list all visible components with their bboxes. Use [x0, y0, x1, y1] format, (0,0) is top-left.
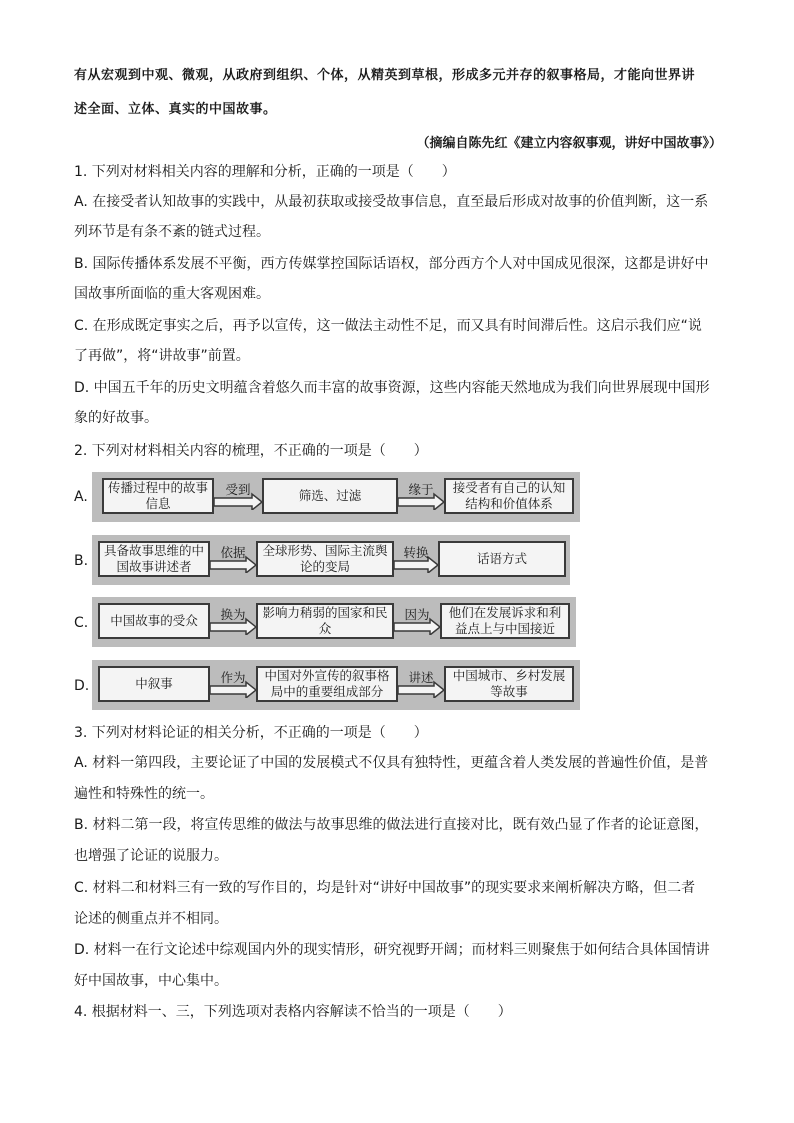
q3-option-a-line2: 遍性和特殊性的统一。 — [74, 786, 214, 802]
intro-line-2: 述全面、立体、真实的中国故事。 — [74, 102, 277, 117]
flow-b-arrow-1-label: 依据 — [220, 545, 246, 560]
q2-option-a-flowchart — [92, 472, 580, 522]
q2-option-c-flowchart — [92, 597, 576, 647]
flow-c-arrow-2 — [394, 607, 440, 635]
flow-d-arrow-2 — [398, 670, 444, 698]
q1-option-c-line1: C. 在形成既定事实之后，再予以宣传，这一做法主动性不足，而又具有时间滞后性。这启示我们应“说 — [74, 318, 702, 334]
q2-option-c-letter: C. — [74, 615, 89, 631]
q2-option-a-letter: A. — [74, 489, 88, 505]
q4-stem: 4. 根据材料一、三，下列选项对表格内容解读不恰当的一项是（ ） — [74, 1004, 512, 1020]
flow-d-arrow-2-label: 讲述 — [408, 670, 434, 685]
q2-stem: 2. 下列对材料相关内容的梳理，不正确的一项是（ ） — [74, 443, 428, 459]
flow-a-arrow-2-label: 缘于 — [408, 482, 434, 497]
q3-option-c-line2: 论述的侧重点并不相同。 — [74, 911, 228, 927]
q2-option-b-letter: B. — [74, 553, 89, 569]
flow-c-arrow-1 — [210, 607, 256, 635]
q1-option-a-line2: 列环节是有条不紊的链式过程。 — [74, 224, 270, 240]
q2-option-d-letter: D. — [74, 678, 90, 694]
flow-a-arrow-1 — [214, 482, 262, 510]
q2-option-b-flowchart — [92, 535, 570, 585]
flow-c-box-2: 影响力稍弱的国家和民众 — [256, 603, 394, 639]
flow-c-arrow-2-label: 因为 — [404, 607, 430, 622]
flow-c-arrow-1-label: 换为 — [220, 607, 246, 622]
flow-a-arrow-2 — [398, 482, 444, 510]
q1-option-a-line1: A. 在接受者认知故事的实践中，从最初获取或接受故事信息，直至最后形成对故事的价值判断，这一系 — [74, 194, 709, 210]
flow-d-arrow-1-label: 作为 — [220, 670, 246, 685]
q3-stem: 3. 下列对材料论证的相关分析，不正确的一项是（ ） — [74, 725, 428, 741]
q3-option-b-line2: 也增强了论证的说服力。 — [74, 848, 228, 864]
flow-a-box-1: 传播过程中的故事信息 — [102, 478, 214, 514]
flow-b-arrow-1 — [210, 545, 256, 573]
flow-b-box-3: 话语方式 — [438, 541, 566, 577]
flow-b-box-1: 具备故事思维的中国故事讲述者 — [98, 541, 210, 577]
q2-option-d-flowchart — [92, 660, 580, 710]
q3-option-b-line1: B. 材料二第一段，将宣传思维的做法与故事思维的做法进行直接对比，既有效凸显了作者的论证意图， — [74, 817, 709, 833]
flow-c-box-3: 他们在发展诉求和利益点上与中国接近 — [440, 603, 570, 639]
flow-a-arrow-1-label: 受到 — [225, 482, 251, 497]
q1-option-d-line1: D. 中国五千年的历史文明蕴含着悠久而丰富的故事资源，这些内容能天然地成为我们向世界展现中国形 — [74, 380, 710, 396]
flow-d-arrow-1 — [210, 670, 256, 698]
flow-d-box-1: 中叙事 — [98, 666, 210, 702]
flow-b-arrow-2-label: 转换 — [403, 545, 429, 560]
q3-option-d-line2: 好中国故事，中心集中。 — [74, 973, 228, 989]
flow-b-box-2: 全球形势、国际主流舆论的变局 — [256, 541, 394, 577]
flow-d-box-2: 中国对外宣传的叙事格局中的重要组成部分 — [256, 666, 398, 702]
source-citation: （摘编自陈先红《建立内容叙事观，讲好中国故事》） — [416, 136, 722, 151]
q3-option-a-line1: A. 材料一第四段，主要论证了中国的发展模式不仅具有独特性，更蕴含着人类发展的普遍性价值，是普 — [74, 755, 709, 771]
q3-option-d-line1: D. 材料一在行文论述中综观国内外的现实情形，研究视野开阔；而材料三则聚焦于如何结合具体国情讲 — [74, 942, 710, 958]
flow-b-arrow-2 — [394, 545, 438, 573]
flow-d-box-3: 中国城市、乡村发展等故事 — [444, 666, 574, 702]
q1-option-d-line2: 象的好故事。 — [74, 410, 158, 426]
q1-option-b-line1: B. 国际传播体系发展不平衡，西方传媒掌控国际话语权，部分西方个人对中国成见很深，这都是讲好中 — [74, 256, 709, 272]
flow-a-box-3: 接受者有自己的认知结构和价值体系 — [444, 478, 574, 514]
intro-line-1: 有从宏观到中观、微观，从政府到组织、个体，从精英到草根，形成多元并存的叙事格局，才能向世界讲 — [74, 68, 696, 83]
q3-option-c-line1: C. 材料二和材料三有一致的写作目的，均是针对“讲好中国故事”的现实要求来阐析解决方略，但二者 — [74, 880, 696, 896]
flow-c-box-1: 中国故事的受众 — [98, 603, 210, 639]
q1-stem: 1. 下列对材料相关内容的理解和分析，正确的一项是（ ） — [74, 164, 456, 180]
flow-a-box-2: 筛选、过滤 — [262, 478, 398, 514]
q1-option-b-line2: 国故事所面临的重大客观困难。 — [74, 286, 270, 302]
q1-option-c-line2: 了再做”，将“讲故事”前置。 — [74, 348, 250, 364]
